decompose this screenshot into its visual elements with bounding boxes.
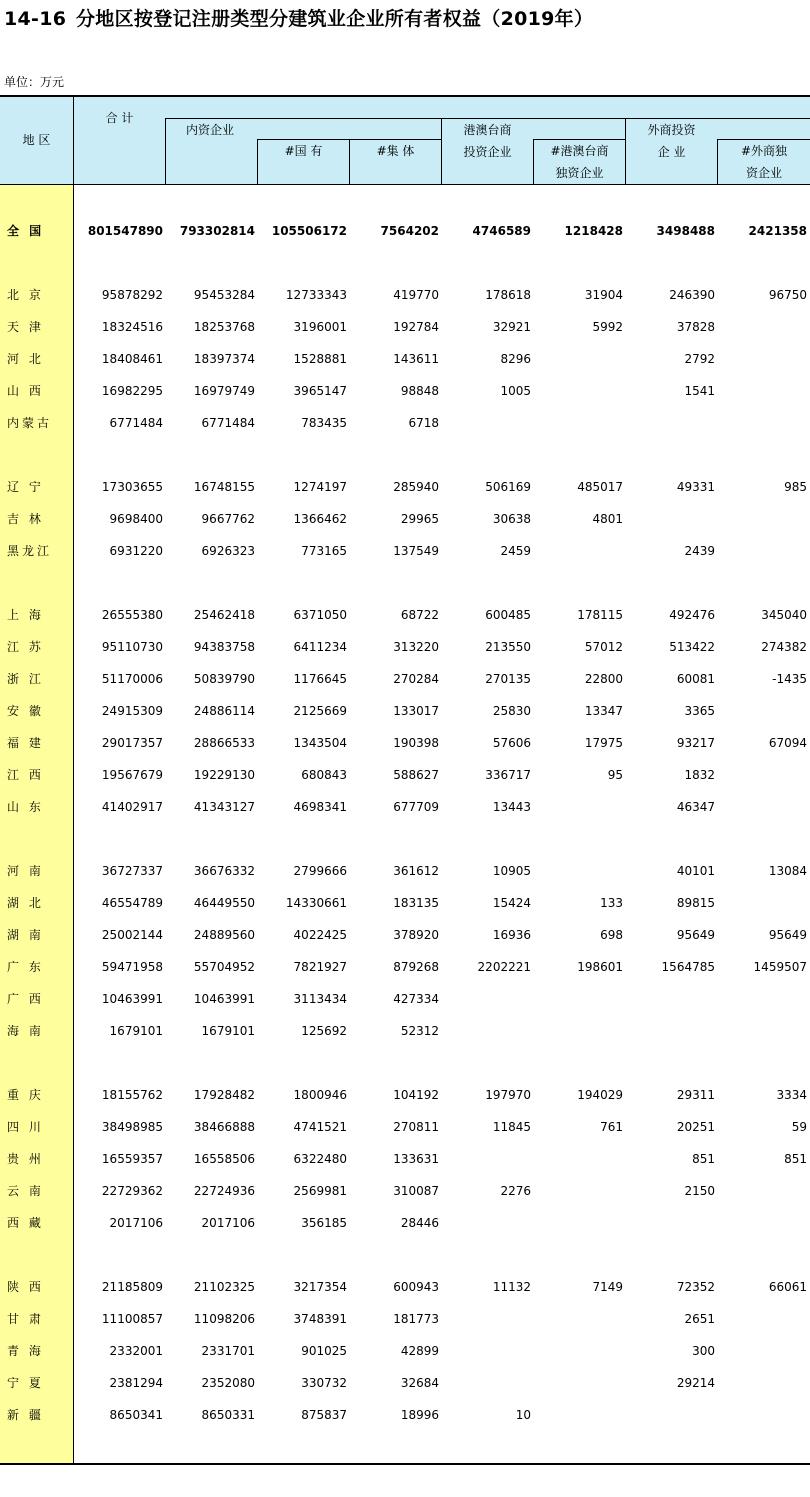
cell-total: 16559357 (101, 1152, 163, 1166)
header-bottom-rule (0, 184, 810, 185)
cell-hmt-sole: 5992 (592, 320, 623, 334)
cell-total: 9698400 (109, 512, 163, 526)
cell-total: 8650341 (109, 1408, 163, 1422)
cell-domestic: 2352080 (201, 1376, 255, 1390)
cell-collective: 270811 (393, 1120, 439, 1134)
cell-collective: 270284 (393, 672, 439, 686)
cell-collective: 183135 (393, 896, 439, 910)
cell-foreign: 2651 (684, 1312, 715, 1326)
cell-collective: 310087 (393, 1184, 439, 1198)
cell-hmt: 1005 (500, 384, 531, 398)
cell-state: 7821927 (293, 960, 347, 974)
region-name: 内蒙古 (7, 416, 53, 430)
cell-hmt: 32921 (492, 320, 531, 334)
table-row-national-total (0, 217, 810, 245)
cell-hmt-sole: 178115 (577, 608, 623, 622)
cell-foreign: 95649 (676, 928, 715, 942)
cell-collective: 98848 (400, 384, 439, 398)
region-name: 西 藏 (7, 1216, 44, 1230)
cell-collective: 6718 (408, 416, 439, 430)
table-row (0, 857, 810, 885)
cell-foreign-sole: 274382 (761, 640, 807, 654)
region-name: 安 徽 (7, 704, 44, 718)
cell-total: 2017106 (109, 1216, 163, 1230)
cell-foreign: 20251 (676, 1120, 715, 1134)
cell-domestic: 24889560 (193, 928, 255, 942)
cell-state: 3748391 (293, 1312, 347, 1326)
cell-collective: 7564202 (380, 224, 439, 238)
table-row (0, 633, 810, 661)
cell-hmt: 600485 (485, 608, 531, 622)
cell-domestic: 8650331 (201, 1408, 255, 1422)
region-name: 辽 宁 (7, 480, 44, 494)
cell-foreign: 89815 (676, 896, 715, 910)
cell-hmt: 13443 (492, 800, 531, 814)
cell-foreign: 2439 (684, 544, 715, 558)
cell-foreign-sole: 985 (784, 480, 807, 494)
cell-hmt-sole: 194029 (577, 1088, 623, 1102)
region-name: 全 国 (7, 224, 45, 238)
cell-total: 6931220 (109, 544, 163, 558)
cell-domestic: 16979749 (193, 384, 255, 398)
cell-hmt-sole: 17975 (584, 736, 623, 750)
cell-hmt-sole: 57012 (584, 640, 623, 654)
header-foreign-sole-line2: 资企业 (745, 166, 782, 180)
cell-hmt: 30638 (492, 512, 531, 526)
region-name: 甘 肃 (7, 1312, 44, 1326)
cell-hmt: 2459 (500, 544, 531, 558)
cell-state: 6371050 (293, 608, 347, 622)
region-name: 宁 夏 (7, 1376, 44, 1390)
cell-domestic: 10463991 (193, 992, 255, 1006)
cell-hmt: 506169 (485, 480, 531, 494)
cell-domestic: 24886114 (193, 704, 255, 718)
table-number: 14-16 (4, 8, 67, 30)
cell-total: 18155762 (101, 1088, 163, 1102)
region-name: 河 北 (7, 352, 44, 366)
table-row (0, 921, 810, 949)
cell-foreign: 29214 (676, 1376, 715, 1390)
cell-foreign: 2150 (684, 1184, 715, 1198)
unit-label: 单位：万元 (4, 75, 65, 89)
cell-state: 1528881 (293, 352, 347, 366)
table-row (0, 889, 810, 917)
cell-domestic: 41343127 (193, 800, 255, 814)
cell-foreign-sole: 96750 (768, 288, 807, 302)
cell-state: 105506172 (271, 224, 347, 238)
region-name: 重 庆 (7, 1088, 44, 1102)
cell-foreign-sole: -1435 (772, 672, 807, 686)
table-row (0, 1337, 810, 1365)
cell-collective: 143611 (393, 352, 439, 366)
region-name: 上 海 (7, 608, 44, 622)
cell-collective: 588627 (393, 768, 439, 782)
cell-collective: 42899 (400, 1344, 439, 1358)
table-row (0, 793, 810, 821)
cell-domestic: 16558506 (193, 1152, 255, 1166)
cell-state: 14330661 (285, 896, 347, 910)
region-name: 福 建 (7, 736, 44, 750)
cell-state: 1800946 (293, 1088, 347, 1102)
region-name: 海 南 (7, 1024, 44, 1038)
region-name: 广 西 (7, 992, 44, 1006)
table-row (0, 1081, 810, 1109)
cell-foreign-sole: 345040 (761, 608, 807, 622)
cell-total: 6771484 (109, 416, 163, 430)
cell-state: 875837 (301, 1408, 347, 1422)
region-name: 陕 西 (7, 1280, 44, 1294)
cell-state: 1274197 (293, 480, 347, 494)
cell-collective: 32684 (400, 1376, 439, 1390)
cell-collective: 677709 (393, 800, 439, 814)
cell-hmt: 25830 (492, 704, 531, 718)
header-hmt-sole-line1: #港澳台商 (550, 144, 609, 158)
cell-foreign: 2792 (684, 352, 715, 366)
cell-hmt: 270135 (485, 672, 531, 686)
cell-total: 36727337 (101, 864, 163, 878)
cell-domestic: 95453284 (193, 288, 255, 302)
cell-total: 16982295 (101, 384, 163, 398)
cell-domestic: 50839790 (193, 672, 255, 686)
cell-collective: 133631 (393, 1152, 439, 1166)
cell-foreign: 40101 (676, 864, 715, 878)
cell-hmt: 213550 (485, 640, 531, 654)
region-name: 河 南 (7, 864, 44, 878)
cell-total: 95110730 (101, 640, 163, 654)
cell-collective: 427334 (393, 992, 439, 1006)
cell-domestic: 18253768 (193, 320, 255, 334)
cell-domestic: 55704952 (193, 960, 255, 974)
cell-domestic: 16748155 (193, 480, 255, 494)
cell-total: 24915309 (101, 704, 163, 718)
cell-collective: 68722 (400, 608, 439, 622)
table-row (0, 1017, 810, 1045)
cell-domestic: 17928482 (193, 1088, 255, 1102)
cell-state: 3217354 (293, 1280, 347, 1294)
cell-collective: 52312 (400, 1024, 439, 1038)
cell-hmt-sole: 7149 (592, 1280, 623, 1294)
cell-state: 125692 (301, 1024, 347, 1038)
header-foreign-line1: 外商投资 (647, 123, 696, 137)
region-name: 吉 林 (7, 512, 44, 526)
cell-hmt: 11845 (492, 1120, 531, 1134)
region-name: 北 京 (7, 288, 44, 302)
table-row (0, 1273, 810, 1301)
header-foreign-sole-line1: #外商独 (740, 144, 788, 158)
cell-state: 3196001 (293, 320, 347, 334)
cell-foreign: 60081 (676, 672, 715, 686)
cell-total: 51170006 (101, 672, 163, 686)
table-row (0, 1209, 810, 1237)
table-row (0, 377, 810, 405)
cell-state: 4698341 (293, 800, 347, 814)
table-row (0, 409, 810, 437)
cell-domestic: 9667762 (201, 512, 255, 526)
cell-foreign: 37828 (676, 320, 715, 334)
cell-foreign: 1832 (684, 768, 715, 782)
cell-total: 95878292 (101, 288, 163, 302)
cell-foreign: 46347 (676, 800, 715, 814)
cell-hmt: 2202221 (477, 960, 531, 974)
cell-total: 18408461 (101, 352, 163, 366)
cell-total: 29017357 (101, 736, 163, 750)
cell-hmt-sole: 485017 (577, 480, 623, 494)
cell-total: 59471958 (101, 960, 163, 974)
cell-foreign-sole: 851 (784, 1152, 807, 1166)
cell-state: 356185 (301, 1216, 347, 1230)
cell-domestic: 38466888 (193, 1120, 255, 1134)
cell-hmt: 2276 (500, 1184, 531, 1198)
cell-state: 3113434 (293, 992, 347, 1006)
cell-domestic: 94383758 (193, 640, 255, 654)
cell-state: 6322480 (293, 1152, 347, 1166)
cell-foreign-sole: 95649 (768, 928, 807, 942)
region-name: 江 苏 (7, 640, 44, 654)
cell-hmt: 15424 (492, 896, 531, 910)
cell-hmt-sole: 198601 (577, 960, 623, 974)
cell-foreign: 72352 (676, 1280, 715, 1294)
cell-domestic: 19229130 (193, 768, 255, 782)
cell-hmt: 197970 (485, 1088, 531, 1102)
header-region: 地 区 (22, 133, 51, 147)
cell-foreign: 93217 (676, 736, 715, 750)
cell-foreign: 492476 (669, 608, 715, 622)
table-row (0, 697, 810, 725)
cell-collective: 28446 (400, 1216, 439, 1230)
table-row (0, 281, 810, 309)
cell-domestic: 2331701 (201, 1344, 255, 1358)
cell-collective: 104192 (393, 1088, 439, 1102)
table-row (0, 665, 810, 693)
cell-hmt-sole: 698 (600, 928, 623, 942)
table-row (0, 473, 810, 501)
cell-total: 26555380 (101, 608, 163, 622)
cell-collective: 181773 (393, 1312, 439, 1326)
cell-state: 773165 (301, 544, 347, 558)
cell-total: 17303655 (101, 480, 163, 494)
cell-collective: 192784 (393, 320, 439, 334)
region-name: 广 东 (7, 960, 44, 974)
header-collective: #集 体 (376, 144, 415, 158)
cell-domestic: 46449550 (193, 896, 255, 910)
header-total: 合 计 (105, 111, 134, 125)
cell-domestic: 18397374 (193, 352, 255, 366)
cell-hmt: 8296 (500, 352, 531, 366)
cell-foreign-sole: 66061 (768, 1280, 807, 1294)
cell-domestic: 6771484 (201, 416, 255, 430)
cell-total: 41402917 (101, 800, 163, 814)
cell-total: 1679101 (109, 1024, 163, 1038)
table-row (0, 1145, 810, 1173)
cell-collective: 313220 (393, 640, 439, 654)
cell-collective: 879268 (393, 960, 439, 974)
cell-domestic: 2017106 (201, 1216, 255, 1230)
cell-hmt-sole: 761 (600, 1120, 623, 1134)
cell-hmt: 10905 (492, 864, 531, 878)
cell-hmt-sole: 1218428 (564, 224, 623, 238)
region-name: 四 川 (7, 1120, 44, 1134)
cell-hmt: 10 (515, 1408, 531, 1422)
cell-foreign: 513422 (669, 640, 715, 654)
cell-domestic: 6926323 (201, 544, 255, 558)
cell-domestic: 11098206 (193, 1312, 255, 1326)
cell-foreign: 3498488 (656, 224, 715, 238)
cell-state: 1366462 (293, 512, 347, 526)
cell-total: 46554789 (101, 896, 163, 910)
cell-total: 19567679 (101, 768, 163, 782)
cell-domestic: 22724936 (193, 1184, 255, 1198)
cell-total: 38498985 (101, 1120, 163, 1134)
cell-foreign: 246390 (669, 288, 715, 302)
cell-state: 783435 (301, 416, 347, 430)
cell-foreign-sole: 1459507 (753, 960, 807, 974)
cell-foreign: 300 (692, 1344, 715, 1358)
cell-total: 25002144 (101, 928, 163, 942)
region-name: 山 西 (7, 384, 44, 398)
cell-hmt-sole: 22800 (584, 672, 623, 686)
cell-collective: 361612 (393, 864, 439, 878)
cell-hmt: 4746589 (472, 224, 531, 238)
region-name: 湖 北 (7, 896, 44, 910)
header-foreign-line2: 企 业 (657, 145, 686, 159)
cell-collective: 285940 (393, 480, 439, 494)
cell-collective: 137549 (393, 544, 439, 558)
cell-foreign-sole: 59 (791, 1120, 807, 1134)
cell-collective: 378920 (393, 928, 439, 942)
table-row (0, 505, 810, 533)
cell-total: 2332001 (109, 1344, 163, 1358)
cell-foreign-sole: 13084 (768, 864, 807, 878)
cell-collective: 600943 (393, 1280, 439, 1294)
cell-total: 2381294 (109, 1376, 163, 1390)
cell-hmt-sole: 133 (600, 896, 623, 910)
region-name: 贵 州 (7, 1152, 44, 1166)
cell-foreign-sole: 2421358 (748, 224, 807, 238)
table-row (0, 313, 810, 341)
cell-state: 680843 (301, 768, 347, 782)
cell-domestic: 1679101 (201, 1024, 255, 1038)
table-row (0, 1177, 810, 1205)
table-row (0, 761, 810, 789)
region-name: 山 东 (7, 800, 44, 814)
cell-hmt-sole: 31904 (584, 288, 623, 302)
cell-domestic: 25462418 (193, 608, 255, 622)
cell-hmt: 336717 (485, 768, 531, 782)
cell-state: 901025 (301, 1344, 347, 1358)
header-hmt-line1: 港澳台商 (463, 123, 512, 137)
table-row (0, 537, 810, 565)
region-name: 江 西 (7, 768, 44, 782)
cell-state: 2569981 (293, 1184, 347, 1198)
region-name: 黑龙江 (7, 544, 53, 558)
cell-domestic: 28866533 (193, 736, 255, 750)
header-state: #国 有 (284, 144, 323, 158)
cell-state: 4741521 (293, 1120, 347, 1134)
cell-collective: 419770 (393, 288, 439, 302)
cell-hmt: 16936 (492, 928, 531, 942)
region-name: 青 海 (7, 1344, 44, 1358)
page-title (4, 4, 593, 31)
cell-foreign: 1564785 (661, 960, 715, 974)
cell-domestic: 36676332 (193, 864, 255, 878)
table-row (0, 1401, 810, 1429)
table-row (0, 953, 810, 981)
cell-collective: 190398 (393, 736, 439, 750)
cell-state: 12733343 (285, 288, 347, 302)
cell-total: 22729362 (101, 1184, 163, 1198)
cell-total: 11100857 (101, 1312, 163, 1326)
cell-state: 330732 (301, 1376, 347, 1390)
table-bottom-rule (0, 1463, 810, 1465)
table-row (0, 601, 810, 629)
cell-foreign: 1541 (684, 384, 715, 398)
cell-state: 1343504 (293, 736, 347, 750)
cell-state: 6411234 (293, 640, 347, 654)
cell-foreign-sole: 67094 (768, 736, 807, 750)
cell-hmt: 11132 (492, 1280, 531, 1294)
header-domestic: 内资企业 (186, 123, 235, 137)
region-name: 浙 江 (7, 672, 44, 686)
table-row (0, 729, 810, 757)
table-row (0, 985, 810, 1013)
cell-hmt: 178618 (485, 288, 531, 302)
cell-state: 2125669 (293, 704, 347, 718)
cell-foreign: 29311 (676, 1088, 715, 1102)
cell-total: 801547890 (87, 224, 163, 238)
table-row (0, 1369, 810, 1397)
cell-foreign: 3365 (684, 704, 715, 718)
table-top-rule (0, 95, 810, 97)
cell-state: 1176645 (293, 672, 347, 686)
region-name: 新 疆 (7, 1408, 44, 1422)
region-name: 云 南 (7, 1184, 44, 1198)
cell-total: 21185809 (101, 1280, 163, 1294)
cell-foreign-sole: 3334 (776, 1088, 807, 1102)
cell-foreign: 851 (692, 1152, 715, 1166)
cell-collective: 29965 (400, 512, 439, 526)
cell-hmt-sole: 95 (607, 768, 623, 782)
table-row (0, 1113, 810, 1141)
table-title: 分地区按登记注册类型分建筑业企业所有者权益（2019年） (76, 8, 594, 30)
cell-state: 4022425 (293, 928, 347, 942)
cell-domestic: 793302814 (179, 224, 255, 238)
cell-hmt-sole: 13347 (584, 704, 623, 718)
cell-domestic: 21102325 (193, 1280, 255, 1294)
cell-total: 18324516 (101, 320, 163, 334)
table-row (0, 345, 810, 373)
region-name: 天 津 (7, 320, 44, 334)
region-name: 湖 南 (7, 928, 44, 942)
cell-foreign: 49331 (676, 480, 715, 494)
cell-hmt: 57606 (492, 736, 531, 750)
table-row (0, 1305, 810, 1333)
cell-collective: 18996 (400, 1408, 439, 1422)
cell-collective: 133017 (393, 704, 439, 718)
header-hmt-line2: 投资企业 (463, 145, 512, 159)
header-hmt-sole-line2: 独资企业 (555, 166, 604, 180)
cell-state: 3965147 (293, 384, 347, 398)
cell-total: 10463991 (101, 992, 163, 1006)
cell-hmt-sole: 4801 (592, 512, 623, 526)
cell-state: 2799666 (293, 864, 347, 878)
